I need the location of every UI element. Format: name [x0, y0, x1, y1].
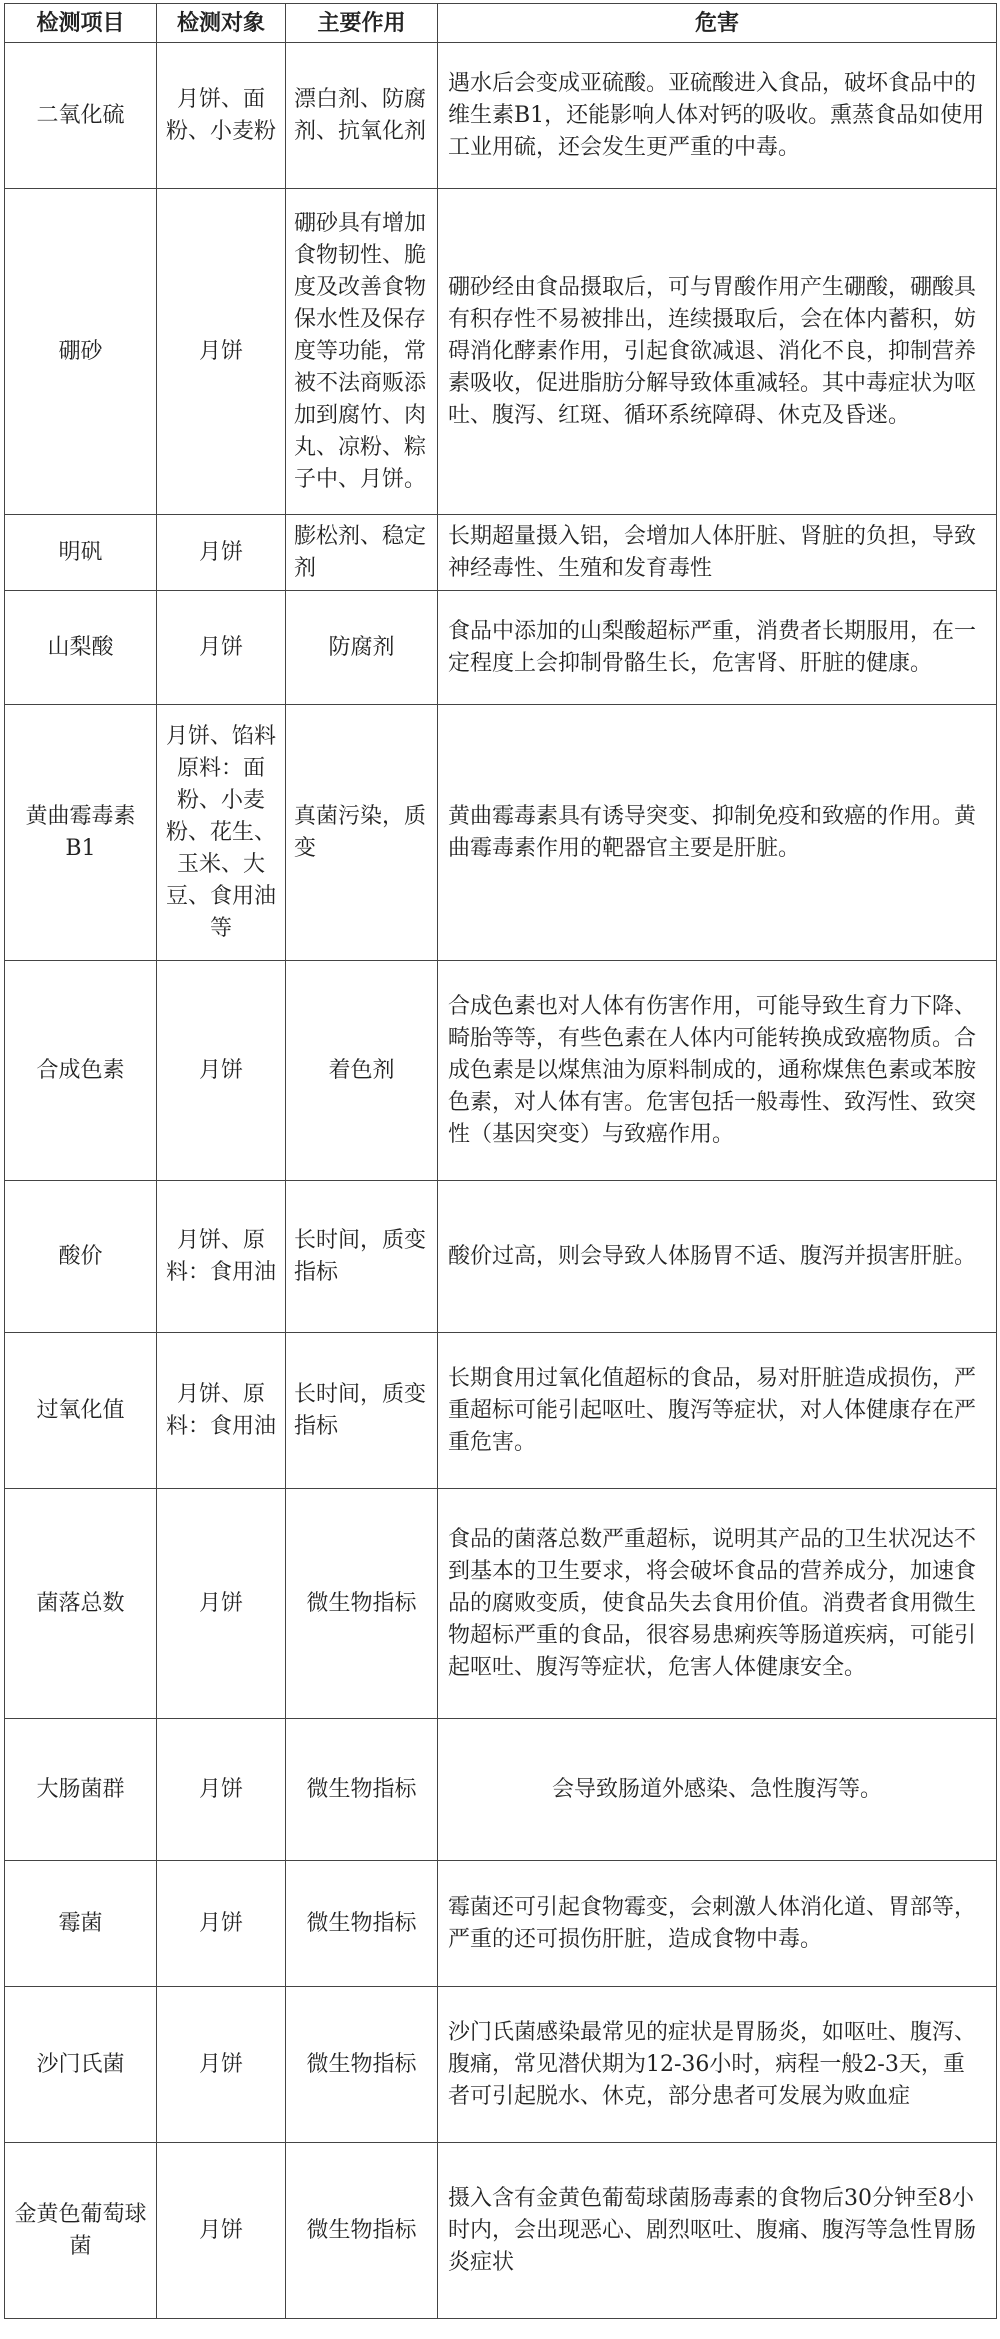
header-item: 检测项目 [5, 4, 157, 43]
header-role: 主要作用 [286, 4, 438, 43]
cell-object: 月饼、面粉、小麦粉 [157, 43, 286, 189]
table-body [5, 43, 997, 2319]
table-header [5, 4, 997, 43]
cell-object: 月饼 [157, 189, 286, 515]
cell-object: 月饼、原料：食用油 [157, 1333, 286, 1489]
cell-object: 月饼 [157, 591, 286, 705]
cell-item: 黄曲霉毒素B1 [5, 705, 157, 961]
cell-role: 防腐剂 [286, 591, 438, 705]
cell-item: 金黄色葡萄球菌 [5, 2143, 157, 2319]
table-row [5, 43, 997, 189]
cell-role: 真菌污染，质变 [286, 705, 438, 961]
cell-object: 月饼 [157, 1987, 286, 2143]
cell-item: 二氧化硫 [5, 43, 157, 189]
cell-role: 漂白剂、防腐剂、抗氧化剂 [286, 43, 438, 189]
cell-harm: 长期食用过氧化值超标的食品，易对肝脏造成损伤，严重超标可能引起呕吐、腹泻等症状，对人体健康存在严重危害。 [438, 1333, 997, 1489]
cell-item: 过氧化值 [5, 1333, 157, 1489]
table-row [5, 1861, 997, 1987]
table-row [5, 961, 997, 1181]
cell-harm: 会导致肠道外感染、急性腹泻等。 [438, 1719, 997, 1861]
cell-harm: 沙门氏菌感染最常见的症状是胃肠炎，如呕吐、腹泻、腹痛，常见潜伏期为12-36小时，病程一般2-3天，重者可引起脱水、休克，部分患者可发展为败血症 [438, 1987, 997, 2143]
cell-object: 月饼 [157, 2143, 286, 2319]
table-row [5, 2143, 997, 2319]
cell-role: 微生物指标 [286, 1861, 438, 1987]
table-row [5, 1719, 997, 1861]
cell-object: 月饼 [157, 1489, 286, 1719]
cell-harm: 食品中添加的山梨酸超标严重，消费者长期服用，在一定程度上会抑制骨骼生长，危害肾、肝脏的健康。 [438, 591, 997, 705]
food-test-table [4, 3, 997, 2319]
cell-object: 月饼 [157, 1861, 286, 1987]
cell-role: 微生物指标 [286, 1489, 438, 1719]
cell-role: 硼砂具有增加食物韧性、脆度及改善食物保水性及保存度等功能，常被不法商贩添加到腐竹、肉丸、凉粉、粽子中、月饼。 [286, 189, 438, 515]
cell-harm: 长期超量摄入铝，会增加人体肝脏、肾脏的负担，导致神经毒性、生殖和发育毒性 [438, 515, 997, 591]
cell-object: 月饼、馅料原料：面粉、小麦粉、花生、玉米、大豆、食用油等 [157, 705, 286, 961]
cell-role: 微生物指标 [286, 1719, 438, 1861]
cell-harm: 霉菌还可引起食物霉变，会刺激人体消化道、胃部等，严重的还可损伤肝脏，造成食物中毒。 [438, 1861, 997, 1987]
cell-role: 微生物指标 [286, 1987, 438, 2143]
cell-role: 微生物指标 [286, 2143, 438, 2319]
cell-object: 月饼 [157, 515, 286, 591]
table-row [5, 1181, 997, 1333]
table-row [5, 515, 997, 591]
cell-item: 霉菌 [5, 1861, 157, 1987]
table-row [5, 189, 997, 515]
cell-item: 沙门氏菌 [5, 1987, 157, 2143]
header-row [5, 4, 997, 43]
cell-harm: 食品的菌落总数严重超标，说明其产品的卫生状况达不到基本的卫生要求，将会破坏食品的营养成分，加速食品的腐败变质，使食品失去食用价值。消费者食用微生物超标严重的食品，很容易患痢疾等肠道疾病，可能引起呕吐、腹泻等症状，危害人体健康安全。 [438, 1489, 997, 1719]
cell-harm: 酸价过高，则会导致人体肠胃不适、腹泻并损害肝脏。 [438, 1181, 997, 1333]
cell-object: 月饼 [157, 1719, 286, 1861]
table-row [5, 705, 997, 961]
cell-role: 膨松剂、稳定剂 [286, 515, 438, 591]
cell-item: 硼砂 [5, 189, 157, 515]
cell-harm: 合成色素也对人体有伤害作用，可能导致生育力下降、畸胎等等，有些色素在人体内可能转换成致癌物质。合成色素是以煤焦油为原料制成的，通称煤焦色素或苯胺色素，对人体有害。危害包括一般毒性、致泻性、致突性（基因突变）与致癌作用。 [438, 961, 997, 1181]
cell-harm: 黄曲霉毒素具有诱导突变、抑制免疫和致癌的作用。黄曲霉毒素作用的靶器官主要是肝脏。 [438, 705, 997, 961]
cell-role: 长时间，质变指标 [286, 1181, 438, 1333]
header-harm: 危害 [438, 4, 997, 43]
table-row [5, 1333, 997, 1489]
table-row [5, 1489, 997, 1719]
cell-item: 明矾 [5, 515, 157, 591]
cell-item: 大肠菌群 [5, 1719, 157, 1861]
cell-harm: 摄入含有金黄色葡萄球菌肠毒素的食物后30分钟至8小时内，会出现恶心、剧烈呕吐、腹痛、腹泻等急性胃肠炎症状 [438, 2143, 997, 2319]
cell-item: 酸价 [5, 1181, 157, 1333]
cell-harm: 遇水后会变成亚硫酸。亚硫酸进入食品，破坏食品中的维生素B1，还能影响人体对钙的吸收。熏蒸食品如使用工业用硫，还会发生更严重的中毒。 [438, 43, 997, 189]
cell-object: 月饼、原料：食用油 [157, 1181, 286, 1333]
cell-role: 长时间，质变指标 [286, 1333, 438, 1489]
table-row [5, 591, 997, 705]
cell-role: 着色剂 [286, 961, 438, 1181]
cell-item: 菌落总数 [5, 1489, 157, 1719]
cell-item: 山梨酸 [5, 591, 157, 705]
cell-harm: 硼砂经由食品摄取后，可与胃酸作用产生硼酸，硼酸具有积存性不易被排出，连续摄取后，会在体内蓄积，妨碍消化酵素作用，引起食欲减退、消化不良，抑制营养素吸收，促进脂肪分解导致体重减轻。其中毒症状为呕吐、腹泻、红斑、循环系统障碍、休克及昏迷。 [438, 189, 997, 515]
cell-object: 月饼 [157, 961, 286, 1181]
header-object: 检测对象 [157, 4, 286, 43]
table-row [5, 1987, 997, 2143]
cell-item: 合成色素 [5, 961, 157, 1181]
